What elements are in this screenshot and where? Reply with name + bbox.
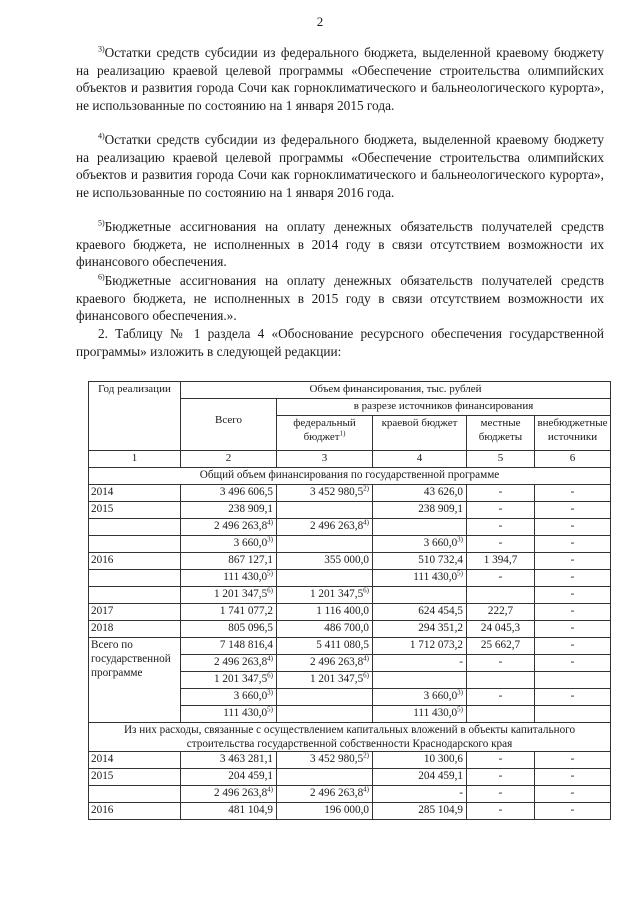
page-number: 2 xyxy=(316,14,324,29)
regional-cell xyxy=(373,519,467,536)
local-cell: 1 394,7 xyxy=(467,553,535,570)
year-cell: 2014 xyxy=(89,752,181,769)
total-cell xyxy=(181,621,277,638)
table-row xyxy=(89,638,611,655)
footnote-marker: 2) xyxy=(363,484,369,493)
local-cell: - xyxy=(467,689,535,706)
total-cell xyxy=(181,655,277,672)
cell-value: 3 660,0 xyxy=(423,537,458,549)
footnote-marker: 5) xyxy=(267,569,273,578)
federal-cell xyxy=(277,519,373,536)
year-cell: 2015 xyxy=(89,502,181,519)
footnote-marker: 4) xyxy=(267,785,273,794)
footnote-4 xyxy=(76,131,604,201)
footnote-marker: 5) xyxy=(457,569,463,578)
total-cell xyxy=(181,769,277,786)
cell-value: 3 660,0 xyxy=(423,690,458,702)
regional-cell xyxy=(373,621,467,638)
total-cell xyxy=(181,536,277,553)
table-row xyxy=(89,570,611,587)
regional-cell xyxy=(373,672,467,689)
footnote-marker: 1) xyxy=(339,429,346,438)
cell-value: 1 201 347,5 xyxy=(214,588,268,600)
federal-cell xyxy=(277,752,373,769)
extra-cell: - xyxy=(535,553,611,570)
cell-value: 2 496 263,8 xyxy=(310,520,364,532)
header-extra: внебюджетные источники xyxy=(535,416,611,451)
local-cell: - xyxy=(467,502,535,519)
extra-cell: - xyxy=(535,638,611,655)
extra-cell: - xyxy=(535,689,611,706)
table-row xyxy=(89,604,611,621)
extra-cell: - xyxy=(535,621,611,638)
local-cell xyxy=(467,706,535,723)
table-row xyxy=(89,769,611,786)
footnote-text: Остатки средств субсидии из федерального бюджета, выделенной краевому бюджету на реализацию краевой целевой программы «Обеспечение строительства олимпийских объектов и развития города Сочи как горноклиматического и бальнеологического курорта», не использованные по состоянию на 1 января 2015 года. xyxy=(76,45,604,113)
year-cell: 2018 xyxy=(89,621,181,638)
cell-value: 7 148 816,4 xyxy=(219,639,273,651)
cell-value: 10 300,6 xyxy=(423,753,463,765)
extra-cell: - xyxy=(535,786,611,803)
footnote-5 xyxy=(76,218,604,271)
regional-cell xyxy=(373,769,467,786)
regional-cell xyxy=(373,604,467,621)
local-cell: - xyxy=(467,752,535,769)
extra-cell: - xyxy=(535,485,611,502)
regional-cell xyxy=(373,803,467,820)
column-number: 6 xyxy=(535,451,611,468)
year-cell: 2017 xyxy=(89,604,181,621)
footnote-6 xyxy=(76,272,604,325)
cell-value: 3 496 606,5 xyxy=(219,486,273,498)
local-cell: 25 662,7 xyxy=(467,638,535,655)
local-cell: - xyxy=(467,803,535,820)
regional-cell xyxy=(373,689,467,706)
year-cell xyxy=(89,786,181,803)
column-number: 3 xyxy=(277,451,373,468)
footnote-marker: 5) xyxy=(457,705,463,714)
cell-value: 486 700,0 xyxy=(324,622,369,634)
extra-cell xyxy=(535,706,611,723)
header-volume: Объем финансирования, тыс. рублей xyxy=(181,382,611,399)
cell-value: 355 000,0 xyxy=(324,554,369,566)
table-column-numbers xyxy=(89,451,611,468)
cell-value: 3 452 980,5 xyxy=(310,753,364,765)
regional-cell xyxy=(373,553,467,570)
extra-cell xyxy=(535,672,611,689)
footnote-text: Остатки средств субсидии из федерального бюджета, выделенной краевому бюджету на реализацию краевой целевой программы «Обеспечение строительства олимпийских объектов и развития города Сочи как горноклиматического и бальнеологического курорта», не использованные по состоянию на 1 января 2016 года. xyxy=(76,132,604,200)
total-cell xyxy=(181,604,277,621)
footnote-marker: 4) xyxy=(267,654,273,663)
footnote-marker: 4) xyxy=(363,654,369,663)
local-cell: - xyxy=(467,655,535,672)
footnote-marker: 4) xyxy=(363,518,369,527)
header-total: Всего xyxy=(181,399,277,451)
local-cell: - xyxy=(467,519,535,536)
footnote-marker: 6) xyxy=(267,671,273,680)
table-row xyxy=(89,536,611,553)
header-federal-label: федеральный бюджет xyxy=(293,417,356,443)
total-cell xyxy=(181,803,277,820)
instruction-text: 2. Таблицу № 1 раздела 4 «Обоснование ресурсного обеспечения государственной программы» изложить в следующей редакции: xyxy=(76,326,604,359)
year-cell xyxy=(89,587,181,604)
footnote-text: Бюджетные ассигнования на оплату денежных обязательств получателей средств краевого бюджета, не исполненных в 2014 году в связи отсутствием возможности их финансового обеспечения. xyxy=(76,219,604,269)
cell-value: 2 496 263,8 xyxy=(214,520,268,532)
cell-value: 1 201 347,5 xyxy=(310,673,364,685)
federal-cell xyxy=(277,502,373,519)
regional-cell xyxy=(373,786,467,803)
footnote-marker: 2) xyxy=(363,751,369,760)
footnote-marker: 6) xyxy=(363,671,369,680)
year-cell: 2014 xyxy=(89,485,181,502)
table-row xyxy=(89,621,611,638)
cell-value: - xyxy=(459,787,463,799)
federal-cell xyxy=(277,570,373,587)
section-row xyxy=(89,723,611,752)
cell-value: 624 454,5 xyxy=(418,605,463,617)
table-row xyxy=(89,786,611,803)
cell-value: 3 452 980,5 xyxy=(310,486,364,498)
cell-value: 1 201 347,5 xyxy=(310,588,364,600)
cell-value: 1 201 347,5 xyxy=(214,673,268,685)
cell-value: 204 459,1 xyxy=(418,770,463,782)
total-cell xyxy=(181,570,277,587)
section-row xyxy=(89,468,611,485)
header-by-sources: в разрезе источников финансирования xyxy=(277,399,611,416)
local-cell: - xyxy=(467,570,535,587)
cell-value: - xyxy=(459,656,463,668)
year-cell xyxy=(89,519,181,536)
cell-value: 2 496 263,8 xyxy=(310,787,364,799)
federal-cell xyxy=(277,604,373,621)
cell-value: 43 626,0 xyxy=(423,486,463,498)
table-row xyxy=(89,752,611,769)
year-cell: 2015 xyxy=(89,769,181,786)
total-cell xyxy=(181,689,277,706)
extra-cell: - xyxy=(535,769,611,786)
footnote-marker: 4) xyxy=(363,785,369,794)
total-cell xyxy=(181,672,277,689)
table-row xyxy=(89,803,611,820)
federal-cell xyxy=(277,786,373,803)
footnote-marker: 4) xyxy=(98,131,105,141)
cell-value: 1 116 400,0 xyxy=(316,605,369,617)
cell-value: 111 430,0 xyxy=(223,707,268,719)
footnote-marker: 3) xyxy=(267,535,273,544)
federal-cell xyxy=(277,553,373,570)
cell-value: 3 463 281,1 xyxy=(219,753,273,765)
extra-cell: - xyxy=(535,604,611,621)
cell-value: 2 496 263,8 xyxy=(214,656,268,668)
table-header-row xyxy=(89,382,611,399)
cell-value: 2 496 263,8 xyxy=(310,656,364,668)
federal-cell xyxy=(277,587,373,604)
cell-value: 285 104,9 xyxy=(418,804,463,816)
local-cell: - xyxy=(467,769,535,786)
footnote-3 xyxy=(76,44,604,114)
section-title: Общий объем финансирования по государственной программе xyxy=(89,468,611,485)
federal-cell xyxy=(277,485,373,502)
column-number: 2 xyxy=(181,451,277,468)
cell-value: 510 732,4 xyxy=(418,554,463,566)
cell-value: 1 712 073,2 xyxy=(409,639,463,651)
cell-value: 867 127,1 xyxy=(228,554,273,566)
footnote-text: Бюджетные ассигнования на оплату денежных обязательств получателей средств краевого бюджета, не исполненных в 2015 году в связи отсутствием возможности их финансового обеспечения.». xyxy=(76,273,604,323)
federal-cell xyxy=(277,706,373,723)
federal-cell xyxy=(277,689,373,706)
cell-value: 3 660,0 xyxy=(233,537,268,549)
local-cell: - xyxy=(467,485,535,502)
footnote-marker: 6) xyxy=(98,272,105,282)
total-cell xyxy=(181,786,277,803)
header-federal xyxy=(277,416,373,451)
total-cell xyxy=(181,638,277,655)
cell-value: 238 909,1 xyxy=(228,503,273,515)
total-cell xyxy=(181,485,277,502)
extra-cell: - xyxy=(535,752,611,769)
total-cell xyxy=(181,587,277,604)
cell-value: 3 660,0 xyxy=(233,690,268,702)
column-number: 1 xyxy=(89,451,181,468)
footnote-marker: 6) xyxy=(363,586,369,595)
local-cell xyxy=(467,587,535,604)
federal-cell xyxy=(277,672,373,689)
extra-cell: - xyxy=(535,502,611,519)
footnote-marker: 5) xyxy=(267,705,273,714)
regional-cell xyxy=(373,706,467,723)
footnote-marker: 5) xyxy=(98,218,105,228)
year-cell xyxy=(89,536,181,553)
cell-value: 5 411 080,5 xyxy=(316,639,369,651)
footnote-marker: 3) xyxy=(457,688,463,697)
federal-cell xyxy=(277,655,373,672)
federal-cell xyxy=(277,638,373,655)
table-row xyxy=(89,502,611,519)
header-regional: краевой бюджет xyxy=(373,416,467,451)
federal-cell xyxy=(277,536,373,553)
extra-cell: - xyxy=(535,587,611,604)
column-number: 4 xyxy=(373,451,467,468)
cell-value: 294 351,2 xyxy=(418,622,463,634)
total-label-cell: Всего по государственной программе xyxy=(89,638,181,723)
federal-cell xyxy=(277,803,373,820)
footnote-marker: 4) xyxy=(267,518,273,527)
cell-value: 238 909,1 xyxy=(418,503,463,515)
footnote-marker: 3) xyxy=(267,688,273,697)
column-number: 5 xyxy=(467,451,535,468)
table-row xyxy=(89,485,611,502)
local-cell: - xyxy=(467,536,535,553)
header-local: местные бюджеты xyxy=(467,416,535,451)
total-cell xyxy=(181,553,277,570)
regional-cell xyxy=(373,655,467,672)
extra-cell: - xyxy=(535,536,611,553)
footnote-marker: 3) xyxy=(457,535,463,544)
regional-cell xyxy=(373,638,467,655)
footnote-marker: 3) xyxy=(98,44,105,54)
cell-value: 1 741 077,2 xyxy=(219,605,273,617)
cell-value: 204 459,1 xyxy=(228,770,273,782)
extra-cell: - xyxy=(535,655,611,672)
table-row xyxy=(89,519,611,536)
header-year: Год реализации xyxy=(89,382,181,451)
total-cell xyxy=(181,519,277,536)
federal-cell xyxy=(277,621,373,638)
table-row xyxy=(89,553,611,570)
cell-value: 805 096,5 xyxy=(228,622,273,634)
regional-cell xyxy=(373,502,467,519)
extra-cell: - xyxy=(535,519,611,536)
extra-cell: - xyxy=(535,570,611,587)
federal-cell xyxy=(277,769,373,786)
instruction-paragraph xyxy=(76,325,604,360)
extra-cell: - xyxy=(535,803,611,820)
local-cell xyxy=(467,672,535,689)
section-title: Из них расходы, связанные с осуществлением капитальных вложений в объекты капитального строительства государственной собственности Краснодарского края xyxy=(89,723,611,752)
cell-value: 111 430,0 xyxy=(413,571,458,583)
footnote-marker: 6) xyxy=(267,586,273,595)
year-cell: 2016 xyxy=(89,553,181,570)
year-cell xyxy=(89,570,181,587)
regional-cell xyxy=(373,570,467,587)
total-cell xyxy=(181,706,277,723)
financing-table xyxy=(88,381,611,820)
cell-value: 111 430,0 xyxy=(413,707,458,719)
local-cell: - xyxy=(467,786,535,803)
regional-cell xyxy=(373,587,467,604)
local-cell: 24 045,3 xyxy=(467,621,535,638)
cell-value: 111 430,0 xyxy=(223,571,268,583)
total-cell xyxy=(181,752,277,769)
cell-value: 196 000,0 xyxy=(324,804,369,816)
year-cell: 2016 xyxy=(89,803,181,820)
cell-value: 2 496 263,8 xyxy=(214,787,268,799)
regional-cell xyxy=(373,752,467,769)
cell-value: 481 104,9 xyxy=(228,804,273,816)
total-cell xyxy=(181,502,277,519)
local-cell: 222,7 xyxy=(467,604,535,621)
regional-cell xyxy=(373,536,467,553)
regional-cell xyxy=(373,485,467,502)
table-row xyxy=(89,587,611,604)
